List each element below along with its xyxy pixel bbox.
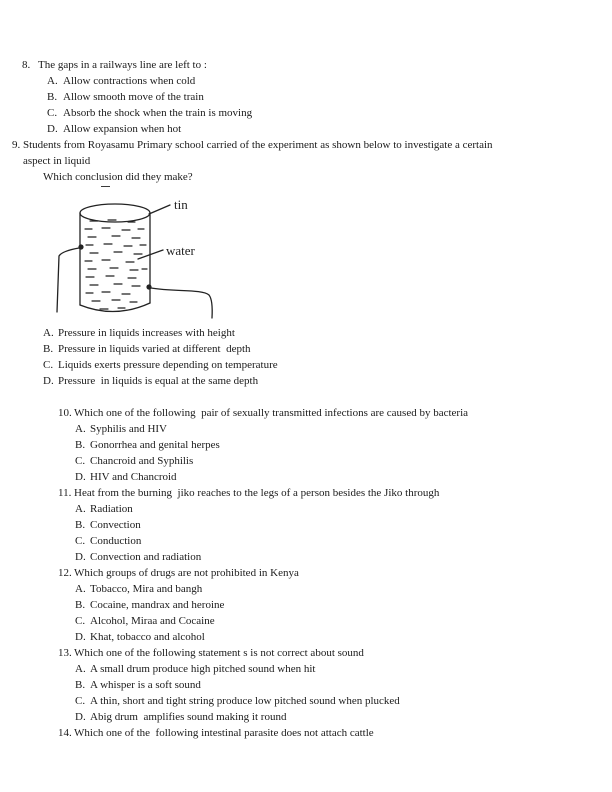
- right-water-jet: [151, 288, 212, 318]
- option-row: [0, 533, 612, 549]
- option-row: [0, 357, 612, 373]
- question-text: Which one of the following pair of sexually transmitted infections are caused by bacteria: [74, 407, 469, 419]
- question-13-stem: [0, 645, 612, 661]
- option-text: Liquids exerts pressure depending on temperature: [58, 359, 278, 371]
- water-dashes: [85, 220, 147, 309]
- option-text: Allow contractions when cold: [63, 75, 196, 87]
- question-10: [0, 405, 612, 485]
- right-hole: [146, 284, 151, 289]
- option-letter: B.: [43, 343, 54, 355]
- option-text: Pressure in liquids is equal at the same depth: [58, 375, 259, 387]
- question-number: 11.: [58, 487, 72, 499]
- option-row: [0, 581, 612, 597]
- question-13: [0, 645, 612, 725]
- option-letter: A.: [75, 663, 86, 675]
- tin-top-rim: [80, 204, 150, 222]
- scan-artifact-mark: [101, 186, 110, 187]
- option-letter: D.: [75, 631, 86, 643]
- left-hole: [78, 244, 83, 249]
- option-letter: A.: [75, 583, 86, 595]
- option-letter: D.: [75, 711, 86, 723]
- water-label: water: [166, 243, 195, 258]
- option-row: [0, 677, 612, 693]
- option-text: Convection: [90, 519, 141, 531]
- option-text: Absorb the shock when the train is moving: [63, 107, 253, 119]
- option-letter: A.: [47, 75, 58, 87]
- option-row: [0, 121, 612, 137]
- option-letter: C.: [75, 615, 86, 627]
- option-row: [0, 89, 612, 105]
- option-text: Alcohol, Miraa and Cocaine: [90, 615, 215, 627]
- option-letter: B.: [47, 91, 58, 103]
- question-text: Which one of the following intestinal parasite does not attach cattle: [74, 727, 374, 739]
- question-number: 9.: [12, 139, 21, 151]
- question-12: [0, 565, 612, 645]
- option-text: Syphilis and HIV: [90, 423, 167, 435]
- question-number: 12.: [58, 567, 72, 579]
- option-row: [0, 421, 612, 437]
- option-row: [0, 517, 612, 533]
- option-text: Pressure in liquids varied at different depth: [58, 343, 251, 355]
- option-text: Pressure in liquids increases with height: [58, 327, 235, 339]
- tin-label: tin: [174, 197, 188, 212]
- option-text: A small drum produce high pitched sound when hit: [90, 663, 316, 675]
- question-number: 13.: [58, 647, 72, 659]
- option-text: Cocaine, mandrax and heroine: [90, 599, 225, 611]
- option-letter: A.: [43, 327, 54, 339]
- option-text: A thin, short and tight string produce low pitched sound when plucked: [90, 695, 400, 707]
- question-text: Which one of the following statement s is not correct about sound: [74, 647, 364, 659]
- option-letter: D.: [43, 375, 54, 387]
- question-10-stem: [0, 405, 612, 421]
- option-row: [0, 597, 612, 613]
- option-letter: B.: [75, 439, 86, 451]
- question-12-stem: [0, 565, 612, 581]
- option-row: [0, 105, 612, 121]
- tin-water-pressure-diagram: [30, 191, 230, 323]
- option-letter: D.: [47, 123, 58, 135]
- option-row: [0, 629, 612, 645]
- question-text-line1: Students from Royasamu Primary school carried of the experiment as shown below to investigate a certain: [23, 139, 493, 151]
- option-letter: B.: [75, 679, 86, 691]
- diagram-container: [30, 191, 612, 323]
- question-text: The gaps in a railways line are left to :: [38, 59, 207, 71]
- question-number: 10.: [58, 407, 72, 419]
- question-text-line2: aspect in liquid: [23, 155, 91, 167]
- option-row: [0, 325, 612, 341]
- option-row: [0, 693, 612, 709]
- question-14-stem: [0, 725, 612, 741]
- option-text: Gonorrhea and genital herpes: [90, 439, 220, 451]
- option-letter: B.: [75, 519, 86, 531]
- option-text: Abig drum amplifies sound making it round: [90, 711, 287, 723]
- question-14: [0, 725, 612, 741]
- option-row: [0, 549, 612, 565]
- tin-bottom: [80, 303, 150, 312]
- question-9-stem: [0, 137, 612, 153]
- tin-label-leader-line: [149, 205, 170, 214]
- question-9: [0, 137, 612, 389]
- question-11-stem: [0, 485, 612, 501]
- option-row: [0, 661, 612, 677]
- question-number: 8.: [22, 59, 31, 71]
- option-text: Convection and radiation: [90, 551, 202, 563]
- option-row: [0, 469, 612, 485]
- option-row: [0, 453, 612, 469]
- question-8: [0, 57, 612, 137]
- option-text: Chancroid and Syphilis: [90, 455, 194, 467]
- option-letter: C.: [47, 107, 58, 119]
- option-letter: B.: [75, 599, 86, 611]
- option-letter: D.: [75, 471, 86, 483]
- option-letter: A.: [75, 503, 86, 515]
- option-letter: A.: [75, 423, 86, 435]
- option-text: Khat, tobacco and alcohol: [90, 631, 205, 643]
- option-letter: C.: [75, 695, 86, 707]
- question-number: 14.: [58, 727, 72, 739]
- option-text: Tobacco, Mira and bangh: [90, 583, 203, 595]
- question-11: [0, 485, 612, 565]
- option-letter: C.: [43, 359, 54, 371]
- sub-question-text: Which conclusion did they make?: [43, 171, 193, 183]
- option-letter: C.: [75, 535, 86, 547]
- option-row: [0, 437, 612, 453]
- option-text: Allow smooth move of the train: [63, 91, 204, 103]
- option-text: Conduction: [90, 535, 142, 547]
- question-8-stem: [0, 57, 612, 73]
- option-row: [0, 613, 612, 629]
- left-water-jet: [57, 248, 79, 312]
- option-text: HIV and Chancroid: [90, 471, 177, 483]
- option-row: [0, 73, 612, 89]
- option-text: Allow expansion when hot: [63, 123, 182, 135]
- option-row: [0, 341, 612, 357]
- option-text: A whisper is a soft sound: [90, 679, 201, 691]
- question-text: Which groups of drugs are not prohibited in Kenya: [74, 567, 299, 579]
- question-text: Heat from the burning jiko reaches to the legs of a person besides the Jiko through: [74, 487, 440, 499]
- question-9-sub-question: [0, 169, 612, 185]
- option-row: [0, 709, 612, 725]
- option-text: Radiation: [90, 503, 133, 515]
- option-row: [0, 501, 612, 517]
- question-9-stem-continued: [0, 153, 612, 169]
- option-row: [0, 373, 612, 389]
- option-letter: D.: [75, 551, 86, 563]
- option-letter: C.: [75, 455, 86, 467]
